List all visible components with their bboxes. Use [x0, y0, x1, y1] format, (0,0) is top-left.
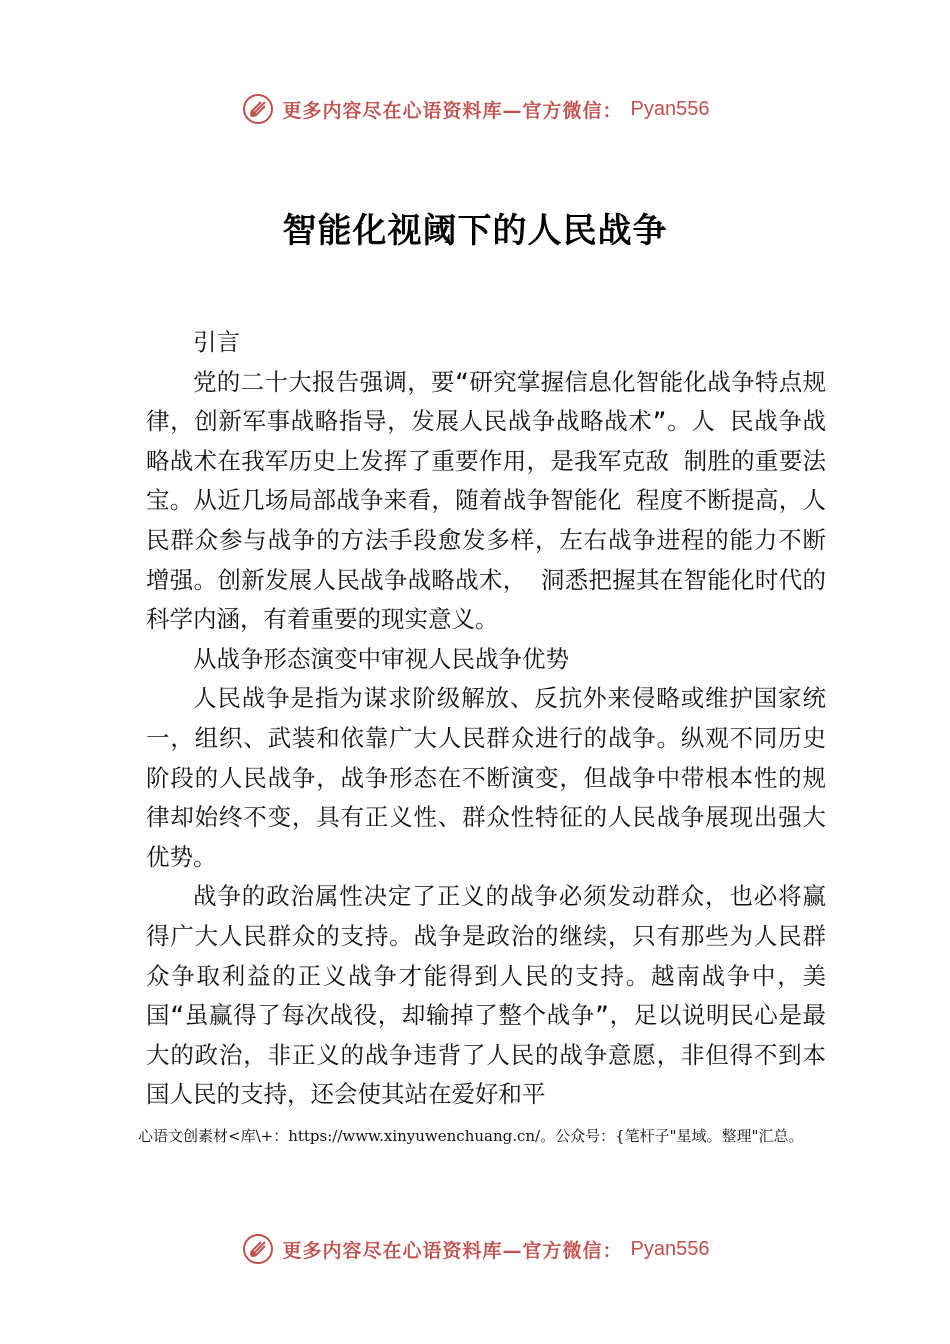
section-heading: 引言 — [193, 328, 240, 356]
header-banner — [0, 92, 950, 126]
footer-note: 心语文创素材<库\+：https://www.xinyuwenchuang.cn/。公众号：{笔杆子"星域。整理"汇总。 — [138, 1127, 804, 1145]
section-heading: 从战争形态演变中审视人民战争优势 — [193, 644, 569, 673]
paragraph: 人民战争是指为谋求阶级解放、反抗外来侵略或维护国家统一，组织、武装和依靠广大人民群众进行的战争。纵观不同历史阶段的人民战争，战争形态在不断演变，但战争中带根本性的规律却始终不变，具有正义性、群众性特征的人民战争展现出强大优势。 — [146, 684, 826, 871]
logo-icon — [241, 1232, 275, 1266]
banner-text: 更多内容尽在心语资料库—官方微信： — [282, 1239, 623, 1262]
banner-wechat-id: Pyan556 — [630, 97, 710, 120]
paragraph: 战争的政治属性决定了正义的战争必须发动群众，也必将赢得广大人民群众的支持。战争是政治的继续，只有那些为人民群众争取利益的正义战争才能得到人民的支持。越南战争中，美国“虽赢得了每次战役，却输掉了整个战争”，足以说明民心是最大的政治，非正义的战争违背了人民的战争意愿，非但得不到本国人民的支持，还会使其站在爱好和平 — [146, 882, 826, 1109]
page-title: 智能化视阈下的人民战争 — [282, 211, 668, 251]
banner-text: 更多内容尽在心语资料库—官方微信： — [282, 99, 623, 122]
article-body — [146, 323, 826, 1115]
logo-icon — [241, 92, 275, 126]
footer-banner — [0, 1232, 950, 1266]
banner-wechat-id: Pyan556 — [630, 1237, 710, 1260]
paragraph: 党的二十大报告强调，要“研究掌握信息化智能化战争特点规律，创新军事战略指导，发展人民战争战略战术”。人 民战争战略战术在我军历史上发挥了重要作用，是我军克敌 制胜的重要法宝。从近几场局部战争来看，随着战争智能化 程度不断提高，人民群众参与战争的方法手段愈发多样，左右战争进程的能力不断增强。创新发展人民战争战略战术， 洞悉把握其在智能化时代的科学内涵，有着重要的现实意义。 — [146, 367, 826, 634]
